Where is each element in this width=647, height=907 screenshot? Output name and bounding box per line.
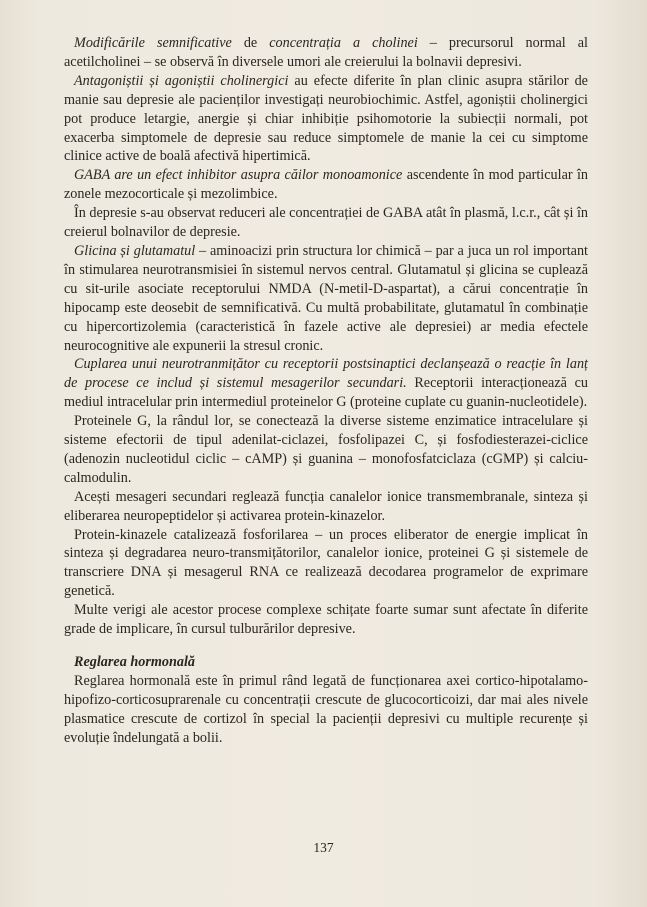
italic-phrase: GABA are un efect inhibitor asupra căilor monoamonice [74,167,403,184]
paragraph-text: Receptorii interacționează cu mediul intracelular prin intermediul proteinelor G (proteine cuplate cu guanin-nucleotidele). [64,375,588,411]
paragraph-text: – aminoacizi prin structura lor chimică – par a juca un rol important în stimularea neurotransmisiei în sistemul nervos central. Glutamatul și glicina se cuplează cu sit-urile asociate receptorului NMDA (N-metil-D-aspartat), a cărui concentrație în hipocamp este deosebit de semnificativă. Cu multă probabilitate, glutamatul în combinație cu hipercortizolemia (caracteristică în fazele active ale depresiei) ar media efectele neurocognitive ale expunerii la stresul cronic. [64,242,588,354]
paragraph-coupling [64,355,588,412]
italic-phrase: Cuplarea unui neurotranmițător cu receptorii postsinaptici declanșează o reacție în lanț de procese ce includ și sistemul mesagerilor secundari. [64,356,588,392]
paragraph-choline [64,34,588,72]
paragraph-g-proteins [64,412,588,488]
paragraph-gaba-depression [64,204,588,242]
paragraph-text: – precursorul normal al acetilcholinei – se observă în diversele umori ale creierului la bolnavii depresivi. [64,35,588,70]
italic-phrase: Modificările semnificative [74,35,232,51]
paragraph-text: Proteinele G, la rândul lor, se conectează la diverse sisteme enzimatice intracelulare și sisteme efectorii de tipul adenilat-ciclazei, fosfolipazei C, și fosfodiesterazei-ciclice (adenozin nucleotidul ciclic – cAMP) și guanina – monofosfatciclaza (cGMP) și calciu-calmodulin. [64,413,588,486]
paragraph-protein-kinases [64,526,588,602]
paragraph-text: Protein-kinazele catalizează fosforilarea – un proces eliberator de energie implicat în sinteza și degradarea neuro-transmițătorilor, canalelor ionice, proteinei G și sistemele de transcriere DNA și mesagerul RNA ce realizează decodarea programelor de exprimare genetică. [64,526,588,600]
paragraph-text: Multe verigi ale acestor procese complexe schițate foarte sumar sunt afectate în diferite grade de implicare, în cursul tulburărilor depresive. [64,602,588,638]
paragraph-text: ascendente în mod particular în zonele mezocorticale și mezolimbice. [64,167,588,203]
paragraph-text: În depresie s-au observat reduceri ale concentrației de GABA atât în plasmă, l.c.r., cât și în creierul bolnavilor de depresie. [64,205,588,241]
italic-phrase: Glicina și glutamatul [74,242,196,259]
page-body [64,34,588,748]
paragraph-messengers [64,488,588,526]
paragraph-summary [64,601,588,639]
paragraph-text: Acești mesageri secundari reglează funcția canalelor ionice transmembranale, sinteza și eliberarea neuropeptidelor și activarea protein-kinazelor. [64,488,588,524]
page-number: 137 [313,840,334,855]
italic-phrase: Antagoniștii și agoniștii cholinergici [74,72,289,89]
paragraph-gaba [64,166,588,204]
paragraph-text: au efecte diferite în plan clinic asupra stărilor de manie sau depresie ale pacienților investigați neurobiochimic. Astfel, agoniștii cholinergici pot produce letargie, anergie și chiar inhibiție psihomotorie la subiecții normali, pot exacerba simptomele de depresie sau reduce simptomele de manie la cei cu simptome clinice active de boală afectivă hipertimică. [64,72,588,165]
paragraph-glycine [64,242,588,355]
paragraph-hormonal: Reglarea hormonală este în primul rând legată de funcționarea axei cortico-hipotalamo-hipofizo-corticosuprarenale cu concentrații crescute de glucocorticoizi, dar mai ales nivele plasmatice crescute de cortizol în special la pacienții depresivi cu multiple recurențe și evoluție îndelungată a bolii. [64,672,588,746]
section-title: Reglarea hormonală [74,654,196,670]
paragraph-text: de [231,35,270,51]
italic-phrase: concentrația a cholinei [269,35,418,51]
paragraph-cholinergic [64,72,588,167]
